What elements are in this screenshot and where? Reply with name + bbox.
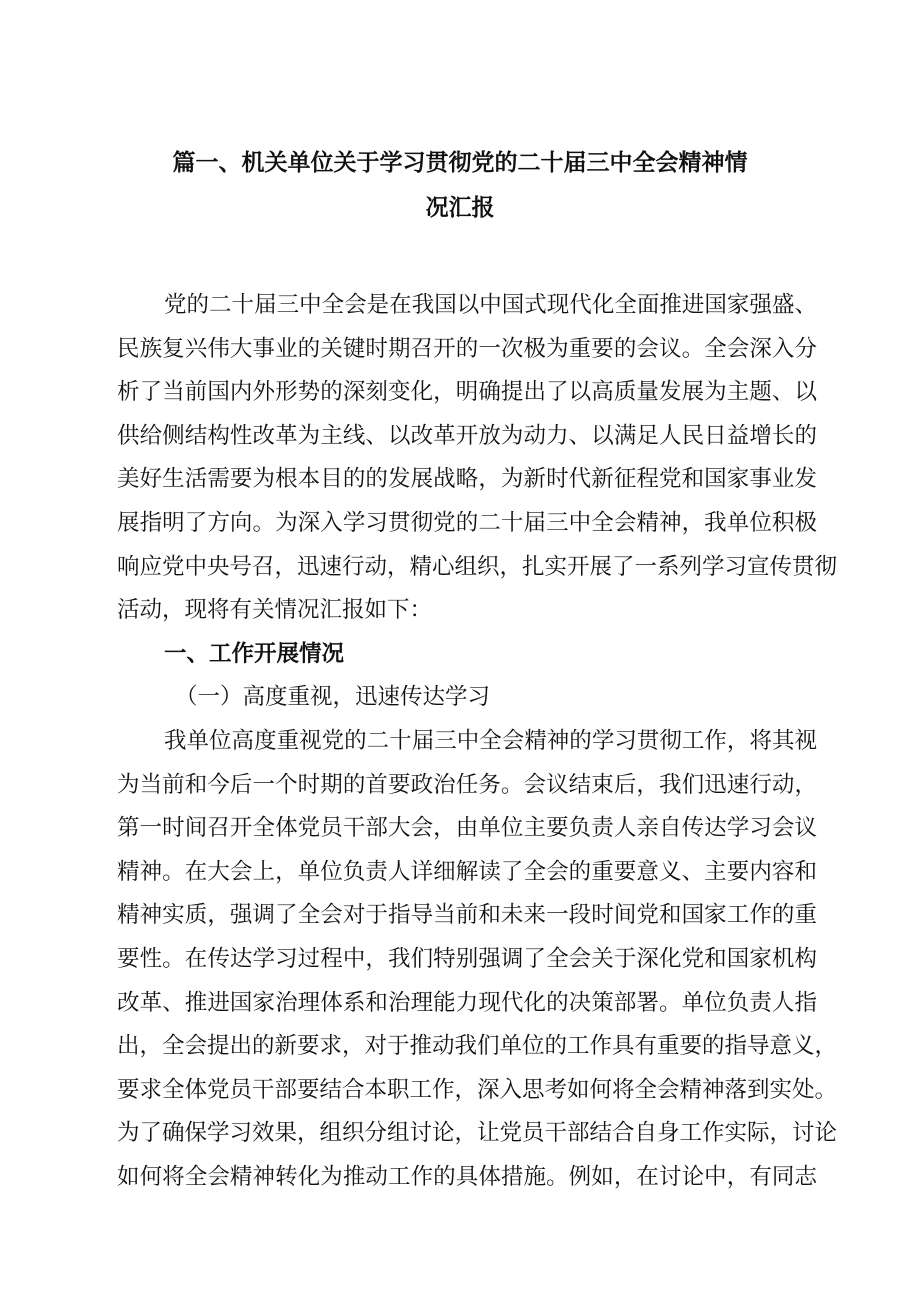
paragraph-1-line: 民族复兴伟大事业的关键时期召开的一次极为重要的会议。全会深入分 [117,335,817,362]
paragraph-2-line: 第一时间召开全体党员干部大会，由单位主要负责人亲自传达学习会议 [117,815,817,842]
paragraph-2-line: 如何将全会精神转化为推动工作的具体措施。例如，在讨论中，有同志 [117,1163,817,1190]
paragraph-1-line: 响应党中央号召，迅速行动，精心组织，扎实开展了一系列学习宣传贯彻 [117,553,838,580]
paragraph-2-line: 精神实质，强调了全会对于指导当前和未来一段时间党和国家工作的重 [117,902,817,929]
paragraph-2-line: 精神。在大会上，单位负责人详细解读了全会的重要意义、主要内容和 [117,858,817,885]
paragraph-1-line: 析了当前国内外形势的深刻变化，明确提出了以高质量发展为主题、以 [117,379,817,406]
paragraph-2-line: 要求全体党员干部要结合本职工作，深入思考如何将全会精神落到实处。 [117,1076,838,1103]
section-1-heading: 一、工作开展情况 [164,640,345,667]
paragraph-1-line: 美好生活需要为根本目的的发展战略，为新时代新征程党和国家事业发 [117,466,817,493]
paragraph-2-line: 我单位高度重视党的二十届三中全会精神的学习贯彻工作，将其视 [164,727,817,754]
paragraph-1-line: 供给侧结构性改革为主线、以改革开放为动力、以满足人民日益增长的 [117,422,817,449]
document-body [117,284,838,1199]
paragraph-2-line: 改革、推进国家治理体系和治理能力现代化的决策部署。单位负责人指 [117,989,817,1016]
paragraph-1-line: 党的二十届三中全会是在我国以中国式现代化全面推进国家强盛、 [164,292,817,318]
paragraph-2-line: 要性。在传达学习过程中，我们特别强调了全会关于深化党和国家机构 [117,945,817,972]
paragraph-2-line: 为了确保学习效果，组织分组讨论，让党员干部结合自身工作实际，讨论 [117,1120,838,1147]
subsection-1-heading: （一）高度重视，迅速传达学习 [175,684,491,711]
paragraph-2-line: 为当前和今后一个时期的首要政治任务。会议结束后，我们迅速行动， [117,771,817,798]
document-title-line-2: 况汇报 [425,194,495,221]
paragraph-1-line: 展指明了方向。为深入学习贯彻党的二十届三中全会精神，我单位积极 [117,509,817,536]
paragraph-2-line: 出，全会提出的新要求，对于推动我们单位的工作具有重要的指导意义， [117,1033,838,1060]
document-title-line-1: 篇一、机关单位关于学习贯彻党的二十届三中全会精神情 [172,149,748,176]
paragraph-1-line: 活动，现将有关情况汇报如下： [117,597,433,624]
